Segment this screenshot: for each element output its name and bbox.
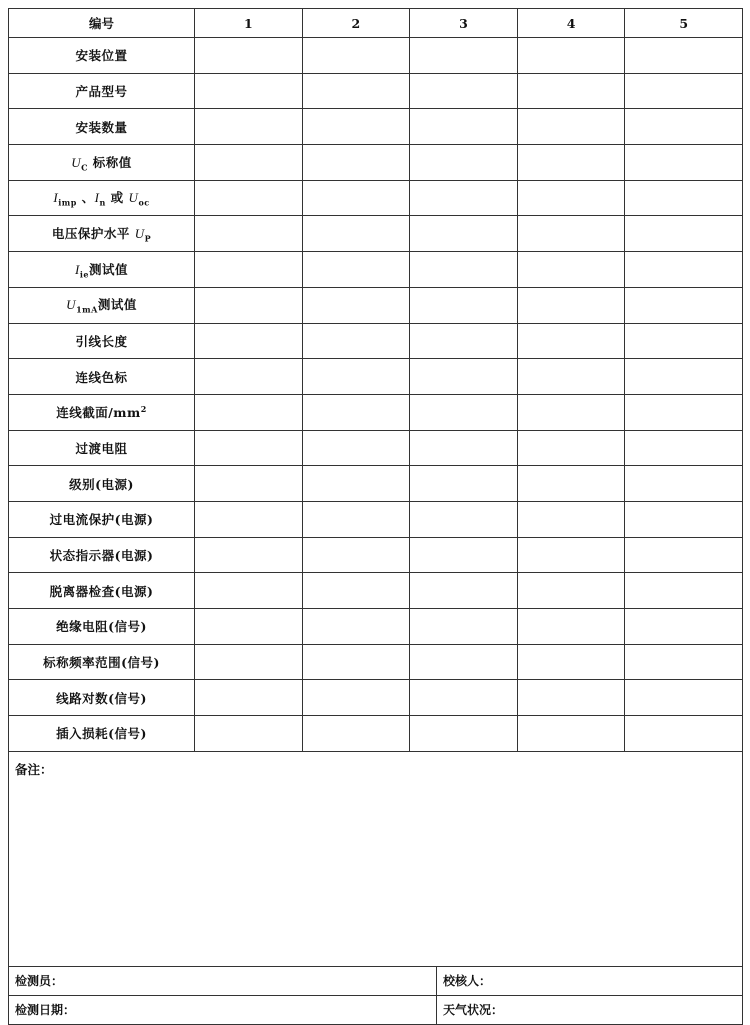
value-cell[interactable] [517, 501, 625, 537]
value-cell[interactable] [195, 537, 303, 573]
label-subscript: C [81, 162, 88, 173]
value-cell[interactable] [195, 394, 303, 430]
value-cell[interactable] [625, 644, 743, 680]
value-cell[interactable] [517, 573, 625, 609]
notes-label: 备注： [15, 761, 53, 777]
value-cell[interactable] [625, 145, 743, 181]
value-cell[interactable] [302, 38, 410, 74]
table-row [9, 537, 743, 573]
value-cell[interactable] [410, 145, 518, 181]
row-label: 引线长度 [9, 323, 195, 359]
value-cell[interactable] [410, 323, 518, 359]
table-row [9, 287, 743, 323]
value-cell[interactable] [625, 501, 743, 537]
header-number: 编号 [9, 9, 195, 38]
value-cell[interactable] [410, 252, 518, 288]
label-text: 测试值 [97, 297, 137, 313]
value-cell[interactable] [625, 359, 743, 395]
value-cell[interactable] [517, 73, 625, 109]
value-cell[interactable] [302, 394, 410, 430]
header-row [9, 9, 743, 38]
value-cell[interactable] [625, 216, 743, 252]
value-cell[interactable] [302, 73, 410, 109]
reviewer-field[interactable] [437, 966, 743, 995]
label-text: 连线截面/mm [56, 405, 141, 421]
label-superscript: 2 [140, 404, 147, 415]
value-cell[interactable] [195, 680, 303, 716]
value-cell[interactable] [625, 716, 743, 752]
label-text: 电压保护水平 [51, 226, 135, 242]
value-cell[interactable] [517, 359, 625, 395]
value-cell[interactable] [302, 287, 410, 323]
date-label: 检测日期： [15, 1003, 76, 1018]
label-subscript: n [99, 197, 106, 208]
value-cell[interactable] [410, 109, 518, 145]
table-row [9, 73, 743, 109]
table-row [9, 145, 743, 181]
value-cell[interactable] [410, 716, 518, 752]
value-cell[interactable] [302, 323, 410, 359]
value-cell[interactable] [517, 323, 625, 359]
value-cell[interactable] [195, 145, 303, 181]
row-label: 级别(电源) [9, 466, 195, 502]
value-cell[interactable] [410, 287, 518, 323]
value-cell[interactable] [625, 466, 743, 502]
value-cell[interactable] [410, 73, 518, 109]
row-label: 插入损耗(信号) [9, 716, 195, 752]
value-cell[interactable] [410, 609, 518, 645]
signature-row [9, 966, 743, 995]
weather-label: 天气状况： [443, 1003, 504, 1018]
value-cell[interactable] [302, 680, 410, 716]
record-table [8, 8, 743, 967]
value-cell[interactable] [302, 252, 410, 288]
value-cell[interactable] [302, 609, 410, 645]
value-cell[interactable] [302, 644, 410, 680]
value-cell[interactable] [302, 145, 410, 181]
table-row [9, 644, 743, 680]
value-cell[interactable] [410, 394, 518, 430]
label-symbol: I [75, 261, 80, 277]
value-cell[interactable] [302, 216, 410, 252]
value-cell[interactable] [195, 109, 303, 145]
row-label: 安装位置 [9, 38, 195, 74]
row-label [9, 252, 195, 288]
row-label: 过电流保护(电源) [9, 501, 195, 537]
label-text: 、 [76, 190, 95, 206]
value-cell[interactable] [410, 501, 518, 537]
value-cell[interactable] [195, 359, 303, 395]
table-row [9, 359, 743, 395]
label-symbol: U [66, 297, 77, 313]
table-row [9, 109, 743, 145]
value-cell[interactable] [517, 680, 625, 716]
header-col-1: 1 [195, 9, 303, 38]
value-cell[interactable] [625, 252, 743, 288]
value-cell[interactable] [410, 680, 518, 716]
value-cell[interactable] [517, 430, 625, 466]
row-label: 过渡电阻 [9, 430, 195, 466]
header-col-3: 3 [410, 9, 518, 38]
value-cell[interactable] [517, 252, 625, 288]
value-cell[interactable] [517, 609, 625, 645]
table-row [9, 430, 743, 466]
row-label: 连线色标 [9, 359, 195, 395]
reviewer-label: 校核人： [443, 974, 492, 989]
label-symbol: I [53, 190, 59, 206]
value-cell[interactable] [302, 573, 410, 609]
label-symbol: U [128, 190, 139, 206]
table-row [9, 680, 743, 716]
label-subscript: P [144, 233, 152, 244]
value-cell[interactable] [410, 430, 518, 466]
table-row [9, 180, 743, 216]
row-label: 标称频率范围(信号) [9, 644, 195, 680]
value-cell[interactable] [517, 394, 625, 430]
table-row [9, 609, 743, 645]
value-cell[interactable] [195, 573, 303, 609]
inspection-record-form [8, 8, 742, 1025]
row-label [9, 394, 195, 430]
value-cell[interactable] [302, 359, 410, 395]
label-text: 标称值 [87, 154, 132, 170]
value-cell[interactable] [625, 38, 743, 74]
value-cell[interactable] [302, 716, 410, 752]
value-cell[interactable] [410, 537, 518, 573]
value-cell[interactable] [625, 287, 743, 323]
label-symbol: U [134, 226, 145, 242]
label-subscript: 1mA [76, 304, 98, 315]
value-cell[interactable] [517, 216, 625, 252]
label-symbol: U [71, 154, 82, 170]
value-cell[interactable] [195, 323, 303, 359]
table-row [9, 216, 743, 252]
table-row [9, 38, 743, 74]
value-cell[interactable] [410, 644, 518, 680]
header-col-4: 4 [517, 9, 625, 38]
value-cell[interactable] [410, 216, 518, 252]
value-cell[interactable] [195, 609, 303, 645]
value-cell[interactable] [517, 38, 625, 74]
value-cell[interactable] [517, 109, 625, 145]
value-cell[interactable] [625, 609, 743, 645]
table-row [9, 573, 743, 609]
value-cell[interactable] [410, 180, 518, 216]
value-cell[interactable] [302, 537, 410, 573]
label-text: 测试值 [88, 261, 128, 277]
row-label [9, 145, 195, 181]
value-cell[interactable] [625, 394, 743, 430]
label-subscript: ie [79, 269, 89, 280]
notes-row [9, 751, 743, 966]
row-label: 安装数量 [9, 109, 195, 145]
table-row [9, 323, 743, 359]
value-cell[interactable] [625, 430, 743, 466]
row-label [9, 216, 195, 252]
value-cell[interactable] [517, 466, 625, 502]
value-cell[interactable] [195, 73, 303, 109]
value-cell[interactable] [302, 466, 410, 502]
value-cell[interactable] [302, 501, 410, 537]
value-cell[interactable] [410, 359, 518, 395]
value-cell[interactable] [517, 145, 625, 181]
row-label: 绝缘电阻(信号) [9, 609, 195, 645]
value-cell[interactable] [625, 73, 743, 109]
value-cell[interactable] [517, 716, 625, 752]
label-text: 或 [105, 190, 129, 206]
value-cell[interactable] [302, 180, 410, 216]
value-cell[interactable] [195, 287, 303, 323]
value-cell[interactable] [195, 180, 303, 216]
label-subscript: imp [58, 197, 77, 208]
value-cell[interactable] [195, 38, 303, 74]
value-cell[interactable] [517, 180, 625, 216]
value-cell[interactable] [410, 573, 518, 609]
value-cell[interactable] [517, 287, 625, 323]
value-cell[interactable] [625, 180, 743, 216]
table-row [9, 252, 743, 288]
value-cell[interactable] [625, 109, 743, 145]
inspector-field[interactable] [9, 966, 437, 995]
row-label [9, 180, 195, 216]
value-cell[interactable] [302, 430, 410, 466]
value-cell[interactable] [517, 537, 625, 573]
notes-field[interactable] [9, 751, 743, 966]
value-cell[interactable] [517, 644, 625, 680]
value-cell[interactable] [195, 716, 303, 752]
value-cell[interactable] [195, 466, 303, 502]
row-label: 线路对数(信号) [9, 680, 195, 716]
value-cell[interactable] [195, 430, 303, 466]
value-cell[interactable] [625, 680, 743, 716]
value-cell[interactable] [625, 323, 743, 359]
row-label [9, 287, 195, 323]
value-cell[interactable] [195, 216, 303, 252]
table-row [9, 466, 743, 502]
value-cell[interactable] [195, 501, 303, 537]
signature-table [8, 966, 743, 1025]
value-cell[interactable] [410, 466, 518, 502]
row-label: 脱离器检查(电源) [9, 573, 195, 609]
row-label: 产品型号 [9, 73, 195, 109]
table-row [9, 394, 743, 430]
table-row [9, 501, 743, 537]
value-cell[interactable] [625, 573, 743, 609]
value-cell[interactable] [195, 644, 303, 680]
row-label: 状态指示器(电源) [9, 537, 195, 573]
table-row [9, 716, 743, 752]
label-symbol: I [94, 190, 100, 206]
inspector-label: 检测员： [15, 974, 64, 989]
value-cell[interactable] [625, 537, 743, 573]
value-cell[interactable] [195, 252, 303, 288]
header-col-2: 2 [302, 9, 410, 38]
value-cell[interactable] [410, 38, 518, 74]
value-cell[interactable] [302, 109, 410, 145]
header-col-5: 5 [625, 9, 743, 38]
label-subscript: oc [138, 197, 150, 208]
